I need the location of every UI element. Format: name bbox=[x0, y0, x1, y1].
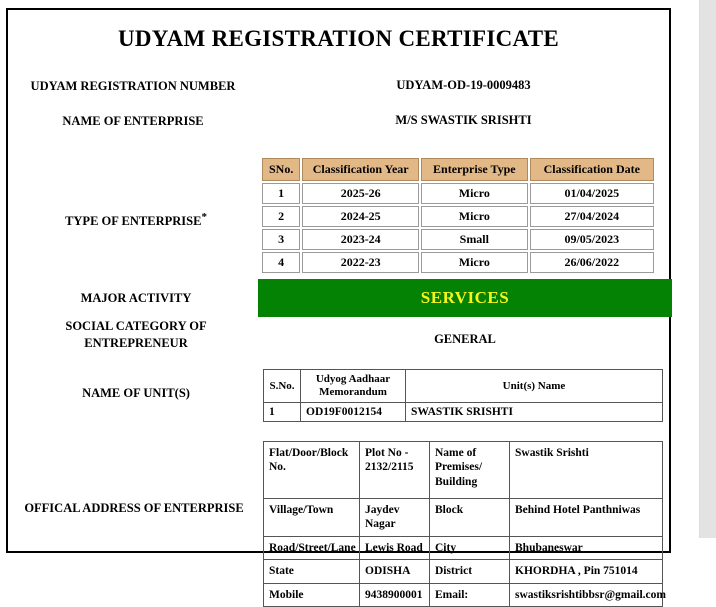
cell-value-mobile: 9438900001 bbox=[360, 583, 430, 606]
cell-label-road-street-lane: Road/Street/Lane bbox=[264, 536, 360, 559]
cell-date: 26/06/2022 bbox=[530, 252, 654, 273]
cell-label-flat-door-block: Flat/Door/Block No. bbox=[264, 442, 360, 499]
cell-label-mobile: Mobile bbox=[264, 583, 360, 606]
table-row bbox=[264, 442, 663, 499]
table-row bbox=[262, 183, 654, 204]
cell-value-district: KHORDHA , Pin 751014 bbox=[510, 560, 663, 583]
type-of-enterprise-label-text: TYPE OF ENTERPRISE bbox=[65, 214, 202, 229]
name-of-units-label: NAME OF UNIT(S) bbox=[82, 386, 190, 400]
table-row bbox=[264, 560, 663, 583]
classification-table bbox=[260, 156, 656, 275]
column-header-units-name: Unit(s) Name bbox=[406, 370, 663, 403]
cell-value-email: swastiksrishtibbsr@gmail.com bbox=[510, 583, 663, 606]
official-address-label: OFFICAL ADDRESS OF ENTERPRISE bbox=[24, 501, 244, 515]
cell-label-city: City bbox=[430, 536, 510, 559]
cell-year: 2023-24 bbox=[302, 229, 419, 250]
classification-table-container bbox=[260, 156, 656, 275]
address-table bbox=[263, 441, 666, 607]
cell-type: Micro bbox=[421, 183, 528, 204]
cell-value-city: Bhubaneswar bbox=[510, 536, 663, 559]
registration-number-value: UDYAM-OD-19-0009483 bbox=[396, 78, 531, 92]
cell-value-plot-no: Plot No - 2132/2115 bbox=[360, 442, 430, 499]
table-row bbox=[264, 499, 663, 537]
vertical-scrollbar[interactable] bbox=[699, 0, 716, 538]
certificate-page bbox=[6, 8, 671, 601]
units-table-container bbox=[263, 369, 663, 422]
cell-label-district: District bbox=[430, 560, 510, 583]
cell-sno: 4 bbox=[262, 252, 300, 273]
table-row bbox=[262, 206, 654, 227]
cell-uam: OD19F0012154 bbox=[301, 403, 406, 422]
registration-number-row bbox=[8, 78, 669, 95]
registration-number-label: UDYAM REGISTRATION NUMBER bbox=[30, 79, 236, 93]
column-header-udyog-aadhaar-memorandum: Udyog Aadhaar Memorandum bbox=[301, 370, 406, 403]
cell-type: Micro bbox=[421, 206, 528, 227]
cell-label-email: Email: bbox=[430, 583, 510, 606]
cell-sno: 1 bbox=[264, 403, 301, 422]
cell-label-state: State bbox=[264, 560, 360, 583]
cell-sno: 2 bbox=[262, 206, 300, 227]
certificate-content bbox=[8, 26, 669, 601]
social-category-label: SOCIAL CATEGORY OF ENTREPRENEUR bbox=[65, 319, 207, 350]
enterprise-name-row bbox=[8, 113, 669, 130]
cell-value-road-street-lane: Lewis Road bbox=[360, 536, 430, 559]
type-of-enterprise-label bbox=[16, 210, 256, 230]
cell-year: 2024-25 bbox=[302, 206, 419, 227]
table-header-row bbox=[264, 370, 663, 403]
cell-sno: 3 bbox=[262, 229, 300, 250]
cell-year: 2022-23 bbox=[302, 252, 419, 273]
enterprise-name-label: NAME OF ENTERPRISE bbox=[62, 113, 204, 128]
table-header-row bbox=[262, 158, 654, 181]
cell-value-premises-name: Swastik Srishti bbox=[510, 442, 663, 499]
cell-value-state: ODISHA bbox=[360, 560, 430, 583]
column-header-enterprise-type: Enterprise Type bbox=[421, 158, 528, 181]
table-row bbox=[262, 252, 654, 273]
cell-value-block: Behind Hotel Panthniwas bbox=[510, 499, 663, 537]
cell-date: 01/04/2025 bbox=[530, 183, 654, 204]
cell-label-block: Block bbox=[430, 499, 510, 537]
required-asterisk: * bbox=[201, 211, 207, 223]
cell-label-name-of-premises: Name of Premises/ Building bbox=[430, 442, 510, 499]
cell-type: Micro bbox=[421, 252, 528, 273]
cell-year: 2025-26 bbox=[302, 183, 419, 204]
column-header-sno: SNo. bbox=[262, 158, 300, 181]
table-row bbox=[264, 536, 663, 559]
page-title: UDYAM REGISTRATION CERTIFICATE bbox=[117, 26, 559, 51]
cell-value-village-town: Jaydev Nagar bbox=[360, 499, 430, 537]
major-activity-label: MAJOR ACTIVITY bbox=[80, 291, 192, 305]
table-row bbox=[264, 403, 663, 422]
table-row bbox=[264, 583, 663, 606]
cell-type: Small bbox=[421, 229, 528, 250]
social-category-value: GENERAL bbox=[434, 332, 496, 346]
table-row bbox=[262, 229, 654, 250]
cell-date: 27/04/2024 bbox=[530, 206, 654, 227]
cell-unit-name: SWASTIK SRISHTI bbox=[406, 403, 663, 422]
cell-sno: 1 bbox=[262, 183, 300, 204]
column-header-classification-date: Classification Date bbox=[530, 158, 654, 181]
column-header-sno: S.No. bbox=[264, 370, 301, 403]
major-activity-value: SERVICES bbox=[420, 288, 510, 307]
major-activity-banner bbox=[258, 279, 672, 317]
cell-date: 09/05/2023 bbox=[530, 229, 654, 250]
cell-label-village-town: Village/Town bbox=[264, 499, 360, 537]
enterprise-name-value: M/S SWASTIK SRISHTI bbox=[395, 112, 532, 127]
column-header-classification-year: Classification Year bbox=[302, 158, 419, 181]
address-table-container bbox=[263, 441, 666, 607]
units-table bbox=[263, 369, 663, 422]
